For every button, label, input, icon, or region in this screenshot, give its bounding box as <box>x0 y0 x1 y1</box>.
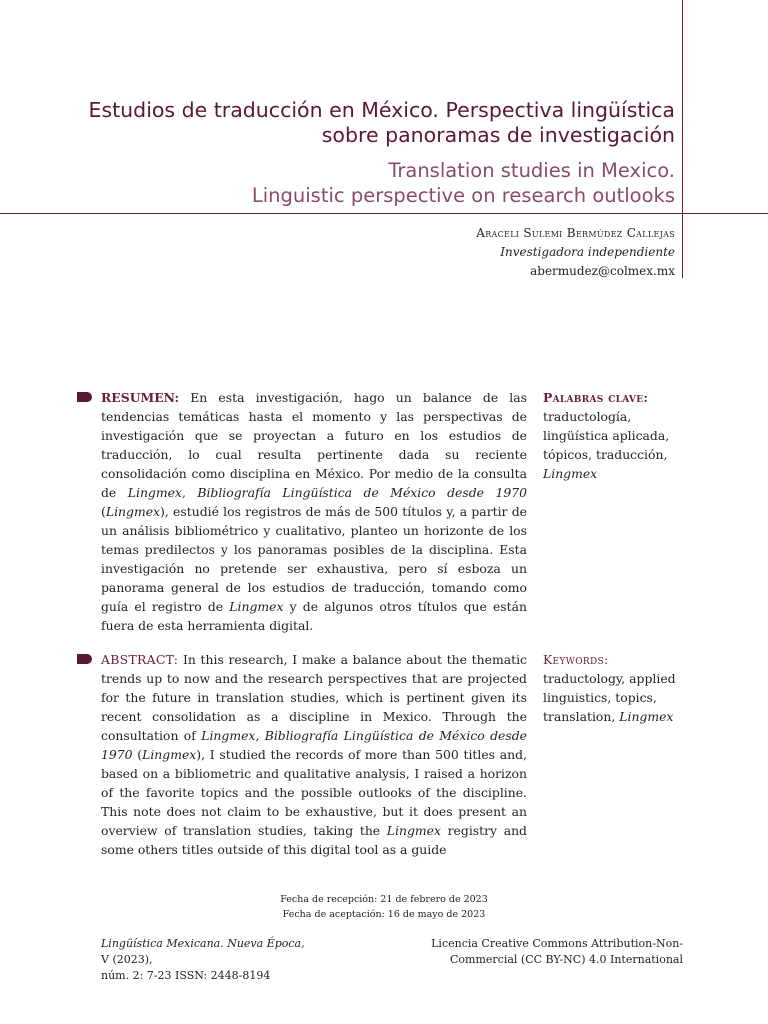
abstract-text-1: In this research, I make a balance about the thematic trends up to now and the research perspectives that are projected for the future in translation studies, which is pertinent given its recent consolidation as a discipline in Mexico. Through the consultation of <box>101 652 527 743</box>
resumen-italic-2: Lingmex <box>105 504 161 519</box>
keywords-line-3-text: translation, <box>543 709 620 724</box>
date-received: Fecha de recepción: 21 de febrero de 2023 <box>280 894 488 905</box>
author-affiliation: Investigadora independiente <box>500 245 675 259</box>
palabras-clave-line-2: lingüística aplicada, <box>543 428 670 443</box>
footer-journal-name: Lingüística Mexicana. Nueva Época, <box>101 937 305 950</box>
footer-journal-line <box>101 936 381 968</box>
abstract-text-3: ), I studied the records of more than 500 titles and, based on a bibliometric and qualitative analysis, I raised a horizon of the favorite topics and the possible outlooks of the discipline. This note does not claim to be exhaustive, but it does present an overview of translation studies, taking the <box>101 747 527 838</box>
author-email[interactable]: abermudez@colmex.mx <box>530 264 675 278</box>
title-english-line-2: Linguistic perspective on research outlooks <box>251 184 675 207</box>
resumen-text-3: ), estudié los registros de más de 500 títulos y, a partir de un análisis bibliométrico y cualitativo, planteo un horizonte de los temas predilectos y los panoramas posibles de la disciplina. Esta investigación no pretende ser exhaustiva, pero sí esboza un panorama general de los estudios de traducción, tomando como guía el registro de <box>101 504 527 614</box>
abstract-paragraph <box>101 650 527 859</box>
resumen-text-1: En esta investigación, hago un balance de las tendencias temáticas hasta el momento y las perspectivas de investigación que se proyectan a futuro en los estudios de traducción, lo cual resulta pertinente dada su reciente consolidación como disciplina en México. Por medio de la consulta de <box>101 390 527 500</box>
title-english-line-1: Translation studies in Mexico. <box>388 159 675 182</box>
keywords-block <box>543 650 703 726</box>
vertical-rule <box>682 0 683 278</box>
resumen-text-4: y de algunos otros títulos que están fuera de esta herramienta digital. <box>101 599 527 633</box>
keywords-line-3-italic: Lingmex <box>619 709 674 724</box>
keywords-line-2: linguistics, topics, <box>543 690 657 705</box>
footer-license-line-2: Commercial (CC BY-NC) 4.0 International <box>449 953 683 966</box>
author-name: Araceli Sulemi Bermúdez Callejas <box>476 226 675 240</box>
abstract-marker-icon <box>77 654 92 664</box>
title-spanish <box>55 98 675 148</box>
author-block <box>275 224 675 281</box>
resumen-text-2: ( <box>101 504 106 519</box>
resumen-italic-1: Lingmex, Bibliografía Lingüística de México desde 1970 <box>127 485 527 500</box>
abstract-text-4: registry and some others titles outside of this digital tool as a guide <box>101 823 527 857</box>
abstract-text-2: ( <box>132 747 143 762</box>
palabras-clave-line-4: Lingmex <box>543 466 598 481</box>
footer-volume: V (2023), <box>101 953 153 966</box>
palabras-clave-label: Palabras clave: <box>543 390 649 405</box>
footer-issue: núm. 2: 7-23 ISSN: 2448-8194 <box>101 969 271 982</box>
resumen-label: RESUMEN: <box>101 390 180 405</box>
abstract-italic-1: Lingmex, Bibliografía Lingüística de México desde 1970 <box>101 728 527 762</box>
keywords-line-1: traductology, applied <box>543 671 676 686</box>
resumen-paragraph <box>101 388 527 635</box>
horizontal-rule <box>0 213 768 214</box>
abstract-label: ABSTRACT: <box>101 652 179 667</box>
footer-license <box>363 936 683 968</box>
title-english <box>55 158 675 208</box>
resumen-italic-3: Lingmex <box>229 599 284 614</box>
title-spanish-line-1: Estudios de traducción en México. Perspectiva lingüística <box>88 98 675 122</box>
abstract-italic-3: Lingmex <box>386 823 441 838</box>
title-spanish-line-2: sobre panoramas de investigación <box>321 123 675 147</box>
palabras-clave-line-3: tópicos, traducción, <box>543 447 668 462</box>
palabras-clave-block <box>543 388 703 483</box>
footer-license-line-1: Licencia Creative Commons Attribution-Non- <box>431 937 683 950</box>
keywords-line-3 <box>543 707 703 726</box>
footer-citation <box>101 936 381 984</box>
date-accepted: Fecha de aceptación: 16 de mayo de 2023 <box>282 909 486 920</box>
dates-block <box>0 892 768 922</box>
abstract-italic-2: Lingmex <box>142 747 197 762</box>
keywords-label: Keywords: <box>543 652 609 667</box>
resumen-marker-icon <box>77 392 92 402</box>
palabras-clave-line-1: traductología, <box>543 409 632 424</box>
